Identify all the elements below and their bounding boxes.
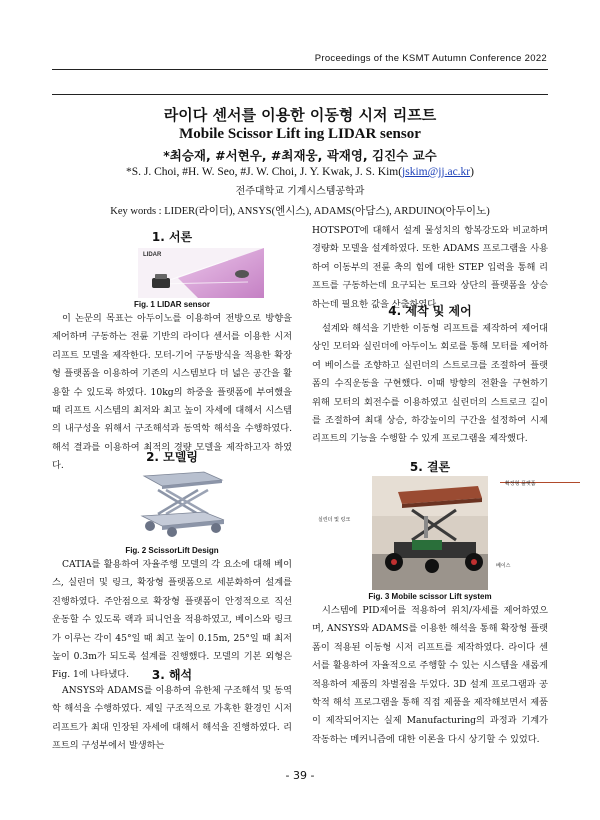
section-heading-intro: 1. 서론 xyxy=(151,230,193,244)
conference-header: Proceedings of the KSMT Autumn Conference 2022 xyxy=(314,53,547,64)
conclusion-text: 시스템에 PID제어를 적용하여 위치/자세를 제어하였으며, ANSYS와 ADAMS를 이용한 해석을 통해 확장형 플랫폼이 적용된 이동형 시저 리프트를 제작하였다. 라이다 센서를 활용하여 자율적으로 주행할 수 있는 시스템을 새롭게 적용하여 제품의 차별점을 두었다. 3D 설계 프로그램과 공학적 해석 프로그램을 통해 직접 제품을 제작해보면서 제품이 제작되어지는 실제 Manufacturing의 과정과 기계가 작동하는 메커니즘에 대한 이론을 다시 상기할 수 있었다. xyxy=(312,605,548,745)
analysis-continued-text: HOTSPOT에 대해서 설계 물성치의 항복강도와 비교하며 경량화 모델을 설계하였다. 또한 ADAMS 프로그램을 사용하여 이동부의 전륜 축의 힘에 대한 STEP 입력을 통해 리프트를 구동하는데 요구되는 토크와 상단의 플랫폼을 상승하는데 필요한 값을 산출하였다. xyxy=(312,225,548,310)
keywords: Key words : LIDER(라이더), ANSYS(엔시스), ADAMS(아담스), ARDUINO(아두이노) xyxy=(110,206,490,217)
lidar-inner-label: LIDAR xyxy=(143,252,162,258)
modeling-text: CATIA를 활용하여 자율주행 모델의 각 요소에 대해 베이스, 실린더 및 링크, 확장형 플랫폼으로 세분화하여 설계를 진행하였다. 주안점으로 확장형 플랫폼이 안정적으로 직선 운동할 수 있도록 랙과 피니언을 적용하였고, 베이스와 링크가 이루는 각이 45°일 때 최고 높이 0.15m, 25°일 때 최저 높이 0.3m가 되도록 설계를 진행했다. 모델의 기본 외형은 Fig. 1에 나타냈다. xyxy=(52,559,292,681)
fig3-label-cylinder: 실린더 및 링크 xyxy=(318,517,351,523)
email-link[interactable]: jskim@jj.ac.kr xyxy=(402,166,471,178)
header-rule xyxy=(52,69,548,70)
section-heading-conclusion: 5. 결론 xyxy=(409,460,451,474)
section-heading-modeling: 2. 모델링 xyxy=(146,450,198,464)
fig3-label-base: 베이스 xyxy=(496,563,511,569)
authors-english-text: *S. J. Choi, #H. W. Seo, #J. W. Choi, J. Y. Kwak, J. S. Kim( xyxy=(126,166,403,178)
title-english: Mobile Scissor Lift ing LIDAR sensor xyxy=(179,126,421,142)
scissor-lift-design-figure xyxy=(132,468,228,540)
lift-photo-illustration xyxy=(372,476,488,590)
affiliation: 전주대학교 기계시스템공학과 xyxy=(235,186,365,197)
intro-text: 이 논문의 목표는 아두이노를 이용하여 전방으로 방향을 제어하며 구동하는 전륜 기반의 라이다 센서를 이용한 시저 리프트 모델을 제작한다. 모터-기어 구동방식을 적용한 확장형 플랫폼을 이용하여 기존의 시스템보다 더 넓은 공간을 활용할 수 있도록 하였다. 10kg의 하중을 플랫폼에 부여했을 때 리프트 시스템의 최저와 최고 높이 자세에 대해서 시스템의 내구성을 위해서 구조해석과 동역학 해석을 수행하였다. 해석 결과를 이용하여 최적의 경량 모델을 제작하고자 하였다. xyxy=(52,313,292,472)
title-korean: 라이다 센서를 이용한 이동형 시저 리프트 xyxy=(163,106,437,124)
page-number: - 39 - xyxy=(285,769,315,782)
analysis-continued-paragraph xyxy=(312,222,548,314)
fabrication-text: 설계와 해석을 기반한 이동형 리프트를 제작하여 제어대상인 모터와 실린더에 아두이노 회로를 통해 모터를 제어하여 베이스를 조향하고 실린더의 스트로크를 조절하여 플랫폼의 수직운동을 구현했다. 이때 방향의 전환을 구현하기 위해 모터의 회전수를 이용하였고 실린더의 스트로크 길이를 조절하여 최대 상승, 하강높이의 구간을 설정하여 시제 리프트의 기능을 수행할 수 있게 프로그램을 제작했다. xyxy=(312,323,548,445)
analysis-paragraph xyxy=(52,682,292,756)
lidar-figure xyxy=(138,248,264,298)
fig1-caption: Fig. 1 LIDAR sensor xyxy=(133,300,210,309)
section-heading-analysis: 3. 해석 xyxy=(151,668,193,682)
conclusion-paragraph xyxy=(312,602,548,749)
title-rule xyxy=(52,94,548,95)
section-heading-fabrication: 4. 제작 및 제어 xyxy=(388,304,472,318)
mobile-scissor-lift-photo xyxy=(372,476,488,590)
authors-korean: *최승재, #서현우, #최재웅, 곽재영, 김진수 교수 xyxy=(163,148,437,163)
scissor-lift-illustration xyxy=(132,468,228,540)
fabrication-paragraph xyxy=(312,320,548,449)
authors-english xyxy=(0,166,600,178)
fig2-caption: Fig. 2 ScissorLift Design xyxy=(125,546,219,555)
fig3-caption: Fig. 3 Mobile scissor Lift system xyxy=(368,592,492,601)
fig3-label-platform: 확장형 플랫폼 xyxy=(505,481,536,487)
authors-english-tail: ) xyxy=(470,166,474,178)
analysis-text: ANSYS와 ADAMS를 이용하여 유한체 구조해석 및 동역학 해석을 수행하였다. 제일 구조적으로 가혹한 환경인 시저 리프트가 최대 인장된 자세에 대해서 해석을 진행하였다. 리프트의 구성부에서 발생하는 xyxy=(52,685,292,752)
